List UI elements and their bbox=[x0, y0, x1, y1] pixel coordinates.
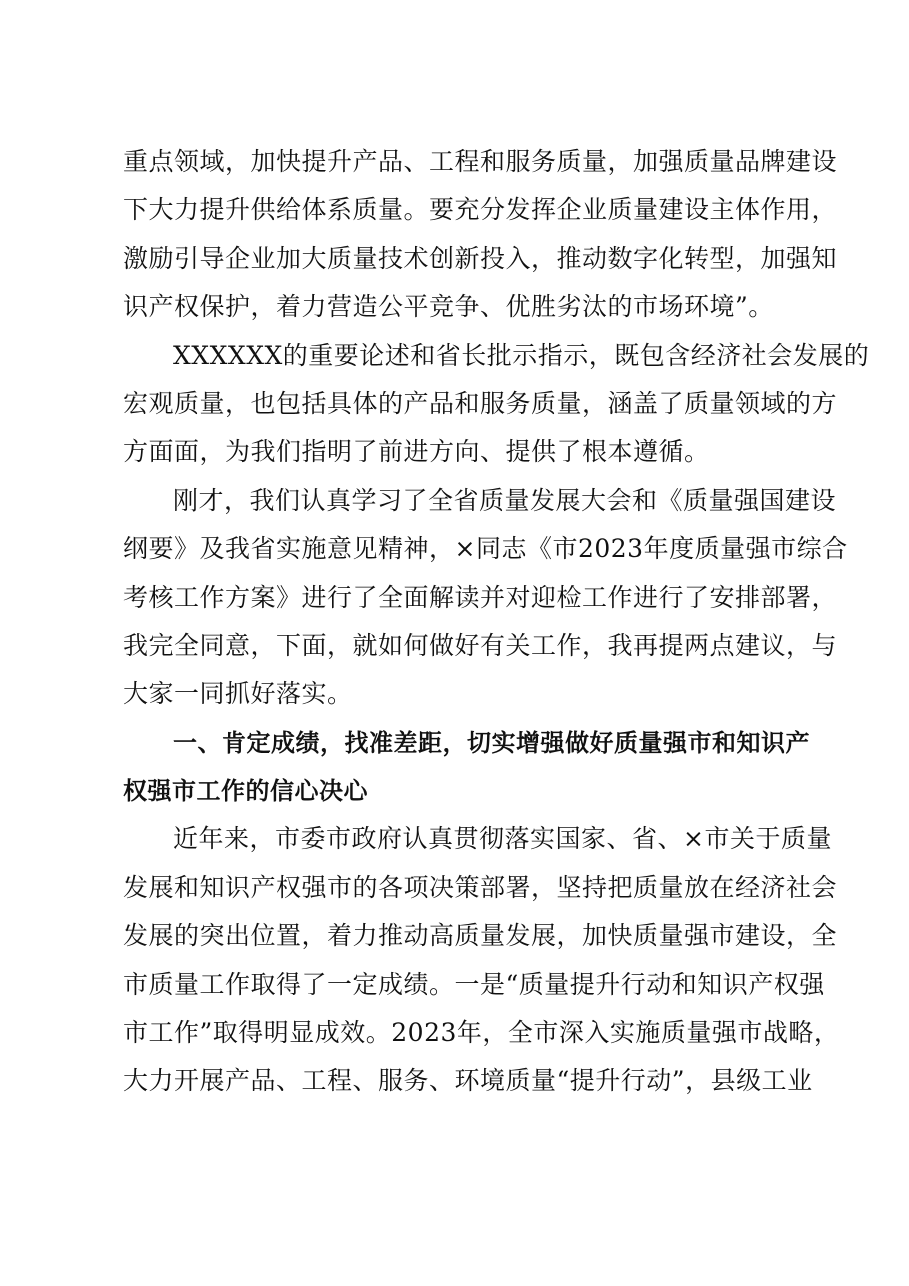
text-line: 近年来，市委市政府认真贯彻落实国家、省、×市关于质量 bbox=[173, 824, 832, 854]
document-page bbox=[123, 138, 870, 1106]
text-line: 市质量工作取得了一定成绩。一是“质量提升行动和知识产权强 bbox=[123, 969, 825, 999]
heading-line: 权强市工作的信心决心 bbox=[123, 777, 368, 806]
heading-line: 一、肯定成绩，找准差距，切实增强做好质量强市和知识产 bbox=[173, 728, 810, 757]
text-line: 方面面，为我们指明了前进方向、提供了根本遵循。 bbox=[123, 437, 710, 467]
text-line: 刚才，我们认真学习了全省质量发展大会和《质量强国建设 bbox=[173, 485, 837, 515]
paragraph-important-remarks bbox=[123, 332, 870, 477]
text-line: 下大力提升供给体系质量。要充分发挥企业质量建设主体作用， bbox=[123, 195, 838, 225]
paragraph-recent-achievements bbox=[123, 815, 840, 1105]
text-line: 发展的突出位置，着力推动高质量发展，加快质量强市建设，全 bbox=[123, 921, 838, 951]
section-heading-one bbox=[123, 719, 810, 816]
text-line: 识产权保护，着力营造公平竞争、优胜劣汰的市场环境”。 bbox=[123, 292, 774, 322]
paragraph-quote-ending bbox=[123, 138, 838, 332]
paragraph-meeting-summary bbox=[123, 477, 848, 719]
text-line: 市工作”取得明显成效。2023年，全市深入实施质量强市战略， bbox=[123, 1018, 840, 1048]
text-line: 纲要》及我省实施意见精神，×同志《市2023年度质量强市综合 bbox=[123, 534, 848, 564]
text-line: 大力开展产品、工程、服务、环境质量“提升行动”，县级工业 bbox=[123, 1066, 813, 1096]
text-line: 我完全同意，下面，就如何做好有关工作，我再提两点建议，与 bbox=[123, 630, 838, 660]
text-line: 发展和知识产权强市的各项决策部署，坚持把质量放在经济社会 bbox=[123, 872, 838, 902]
text-line: 重点领域，加快提升产品、工程和服务质量，加强质量品牌建设 bbox=[123, 147, 838, 176]
text-line: 宏观质量，也包括具体的产品和服务质量，涵盖了质量领域的方 bbox=[123, 388, 838, 418]
text-line: 考核工作方案》进行了全面解读并对迎检工作进行了安排部署， bbox=[123, 582, 838, 612]
text-line: 大家一同抓好落实。 bbox=[123, 679, 353, 709]
text-line: XXXXXX的重要论述和省长批示指示，既包含经济社会发展的 bbox=[173, 340, 870, 370]
text-line: 激励引导企业加大质量技术创新投入，推动数字化转型，加强知 bbox=[123, 243, 838, 273]
